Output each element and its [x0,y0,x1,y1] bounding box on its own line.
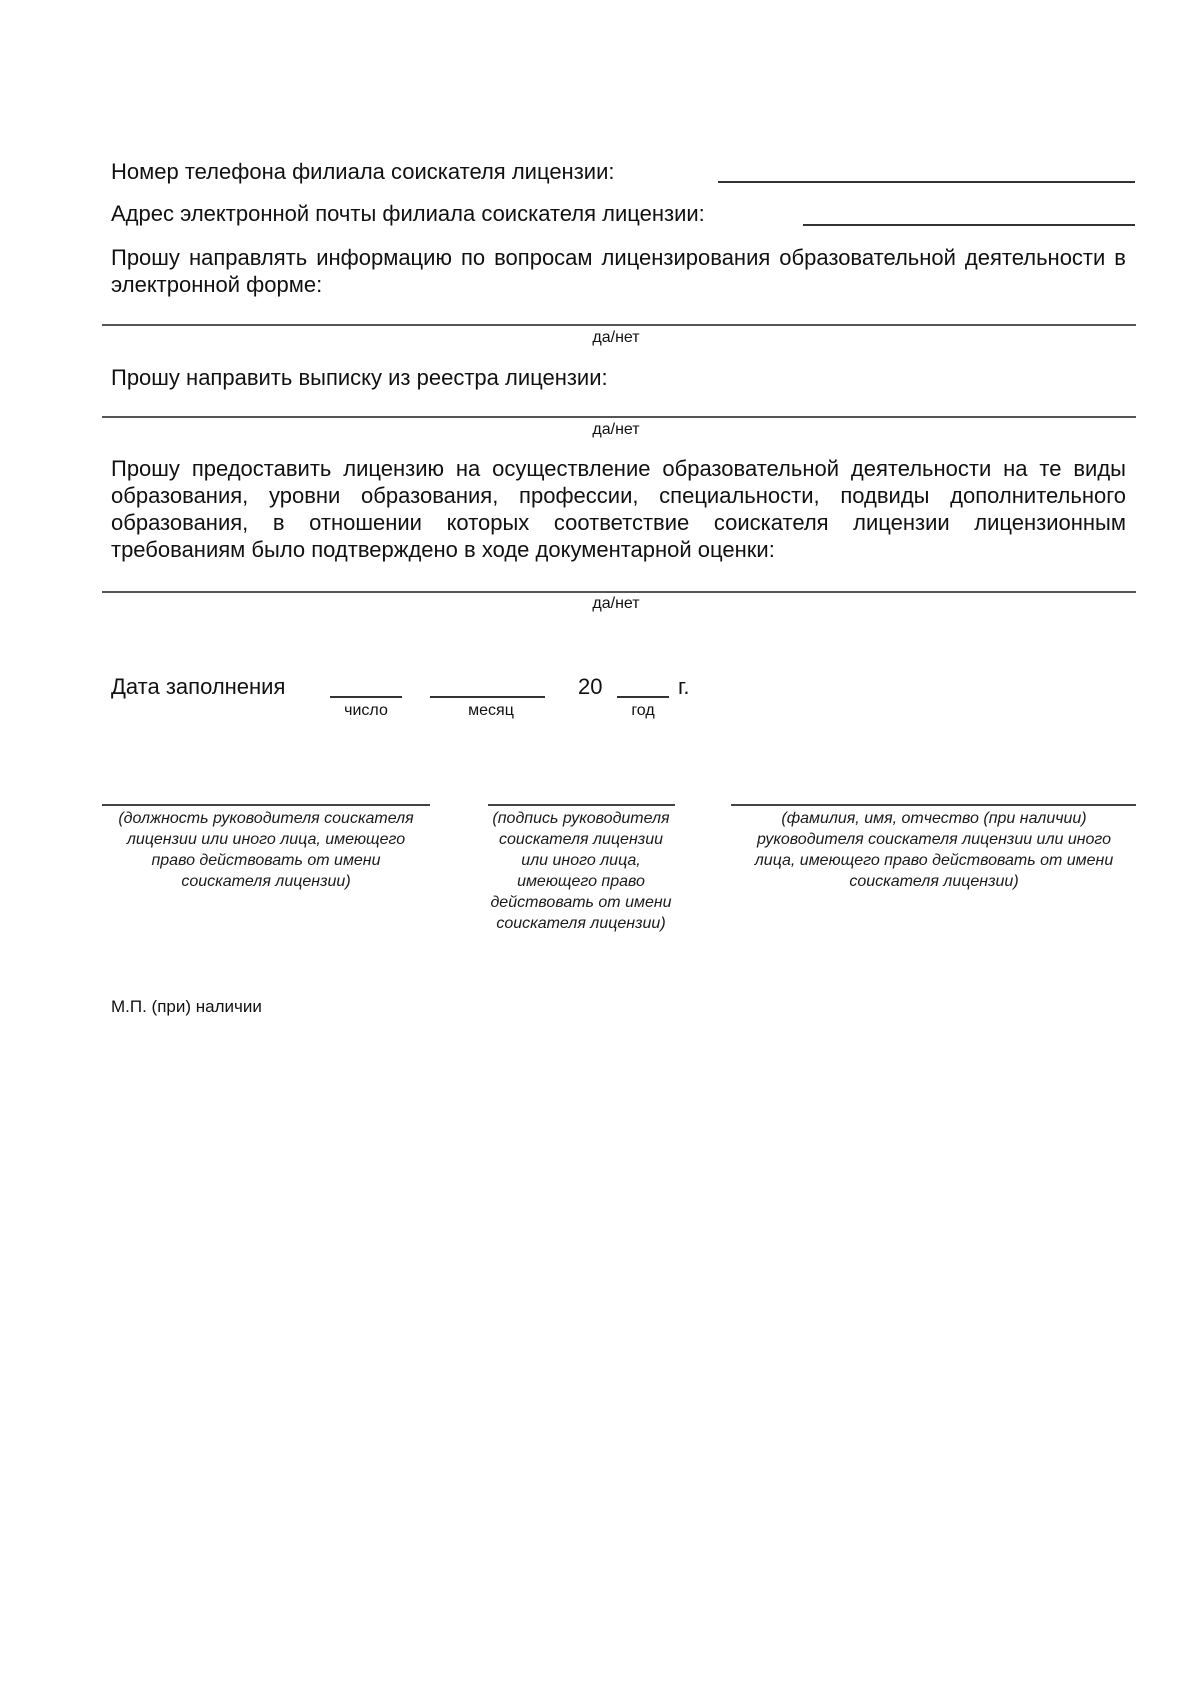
date-suffix: г. [678,674,690,699]
request-electronic-text: Прошу направлять информацию по вопросам лицензирования образовательной деятельности в электронной форме: [111,245,1126,297]
date-month-hint: месяц [468,702,514,719]
date-year-line[interactable] [617,696,669,698]
request-license-hint: да/нет [592,595,640,612]
date-century: 20 [578,674,603,699]
request-electronic-hint: да/нет [592,329,640,346]
request-extract-answer-line[interactable] [102,416,1136,418]
phone-label: Номер телефона филиала соискателя лицензии: [111,159,615,184]
signature-caption: (подпись руководителя соискателя лицензии или иного лица, имеющего право действовать от имени соискателя лицензии) [490,810,672,932]
name-line[interactable] [731,804,1136,806]
request-electronic-answer-line[interactable] [102,324,1136,326]
position-line[interactable] [102,804,430,806]
date-label: Дата заполнения [111,674,286,699]
request-license-text: Прошу предоставить лицензию на осуществление образовательной деятельности на те виды образования, уровни образования, профессии, специальности, подвиды дополнительного образования, в отношении которых соответствие соискателя лицензии лицензионным требованиям было подтверждено в ходе документарной оценки: [111,456,1126,562]
request-extract-hint: да/нет [592,421,640,438]
date-day-hint: число [344,702,388,719]
name-caption: (фамилия, имя, отчество (при наличии) руководителя соискателя лицензии или иного лица, имеющего право действовать от имени соискателя лицензии) [754,810,1114,890]
date-day-line[interactable] [330,696,402,698]
signature-line[interactable] [488,804,675,806]
date-month-line[interactable] [430,696,545,698]
request-extract-text: Прошу направить выписку из реестра лицензии: [111,365,608,390]
phone-input-line[interactable] [718,181,1135,183]
email-input-line[interactable] [803,224,1135,226]
email-label: Адрес электронной почты филиала соискателя лицензии: [111,201,705,226]
stamp-label: М.П. (при) наличии [111,997,262,1016]
date-year-hint: год [631,702,655,719]
position-caption: (должность руководителя соискателя лицензии или иного лица, имеющего право действовать от имени соискателя лицензии) [118,810,414,890]
request-license-answer-line[interactable] [102,591,1136,593]
